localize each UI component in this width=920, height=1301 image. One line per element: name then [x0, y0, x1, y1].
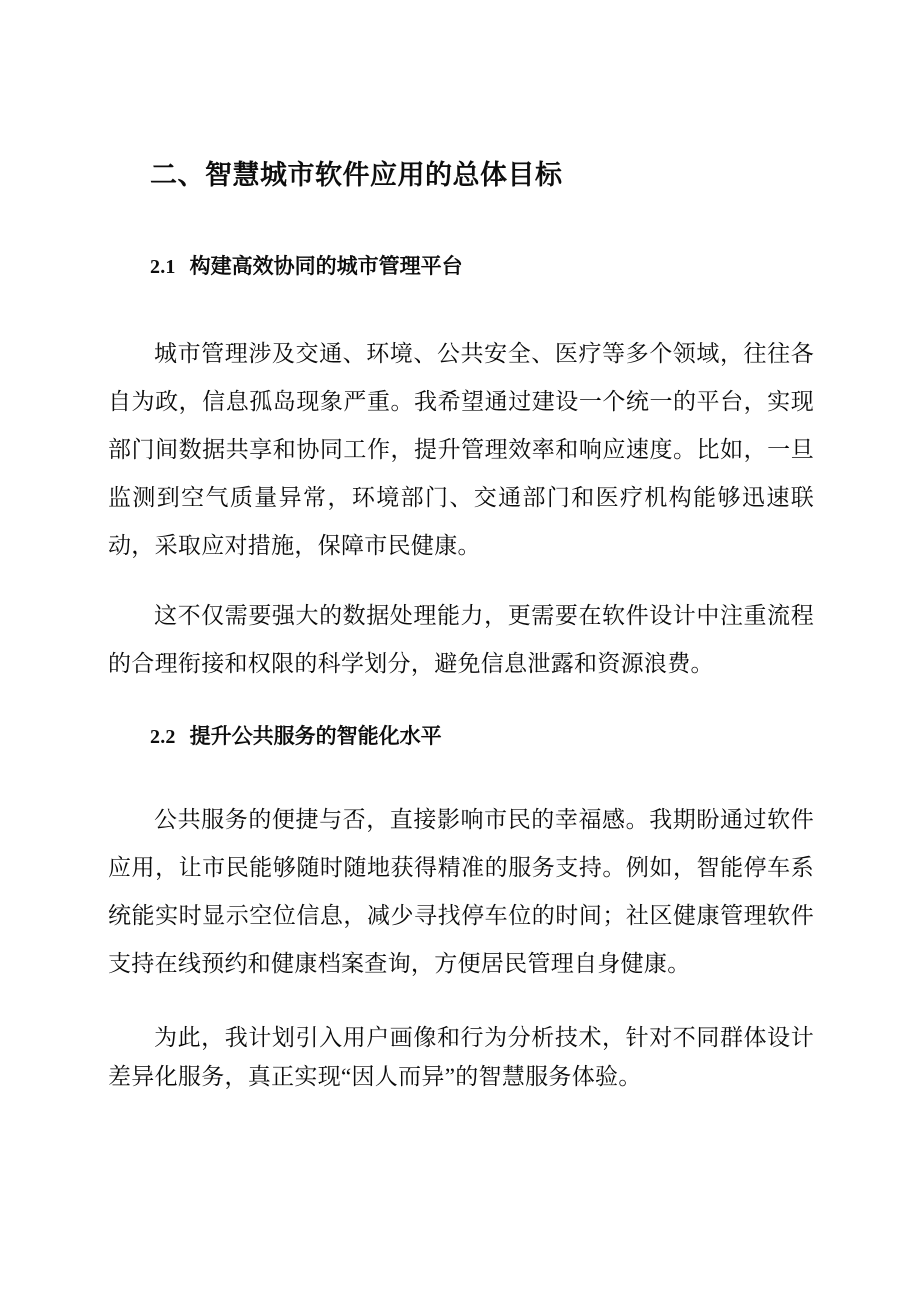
- section-title-2-1: 构建高效协同的城市管理平台: [189, 255, 463, 278]
- section-heading-2-2: [150, 722, 442, 752]
- paragraph-2-2-1: 公共服务的便捷与否，直接影响市民的幸福感。我期盼通过软件应用，让市民能够随时随地获得精准的服务支持。例如，智能停车系统能实时显示空位信息，减少寻找停车位的时间；社区健康管理软件支持在线预约和健康档案查询，方便居民管理自身健康。: [108, 807, 814, 976]
- section-heading-2-1: [150, 252, 463, 282]
- paragraph-2-2-2: 为此，我计划引入用户画像和行为分析技术，针对不同群体设计差异化服务，真正实现“因人而异”的智慧服务体验。: [108, 1025, 814, 1089]
- paragraph-2-1-2: 这不仅需要强大的数据处理能力，更需要在软件设计中注重流程的合理衔接和权限的科学划分，避免信息泄露和资源浪费。: [108, 603, 814, 676]
- section-number-2-2: 2.2: [150, 726, 176, 748]
- page-title: 二、智慧城市软件应用的总体目标: [150, 160, 563, 190]
- section-number-2-1: 2.1: [150, 256, 176, 278]
- section-title-2-2: 提升公共服务的智能化水平: [189, 725, 442, 748]
- paragraph-2-1-1: 城市管理涉及交通、环境、公共安全、医疗等多个领域，往往各自为政，信息孤岛现象严重。我希望通过建设一个统一的平台，实现部门间数据共享和协同工作，提升管理效率和响应速度。比如，一旦监测到空气质量异常，环境部门、交通部门和医疗机构能够迅速联动，采取应对措施，保障市民健康。: [108, 341, 814, 558]
